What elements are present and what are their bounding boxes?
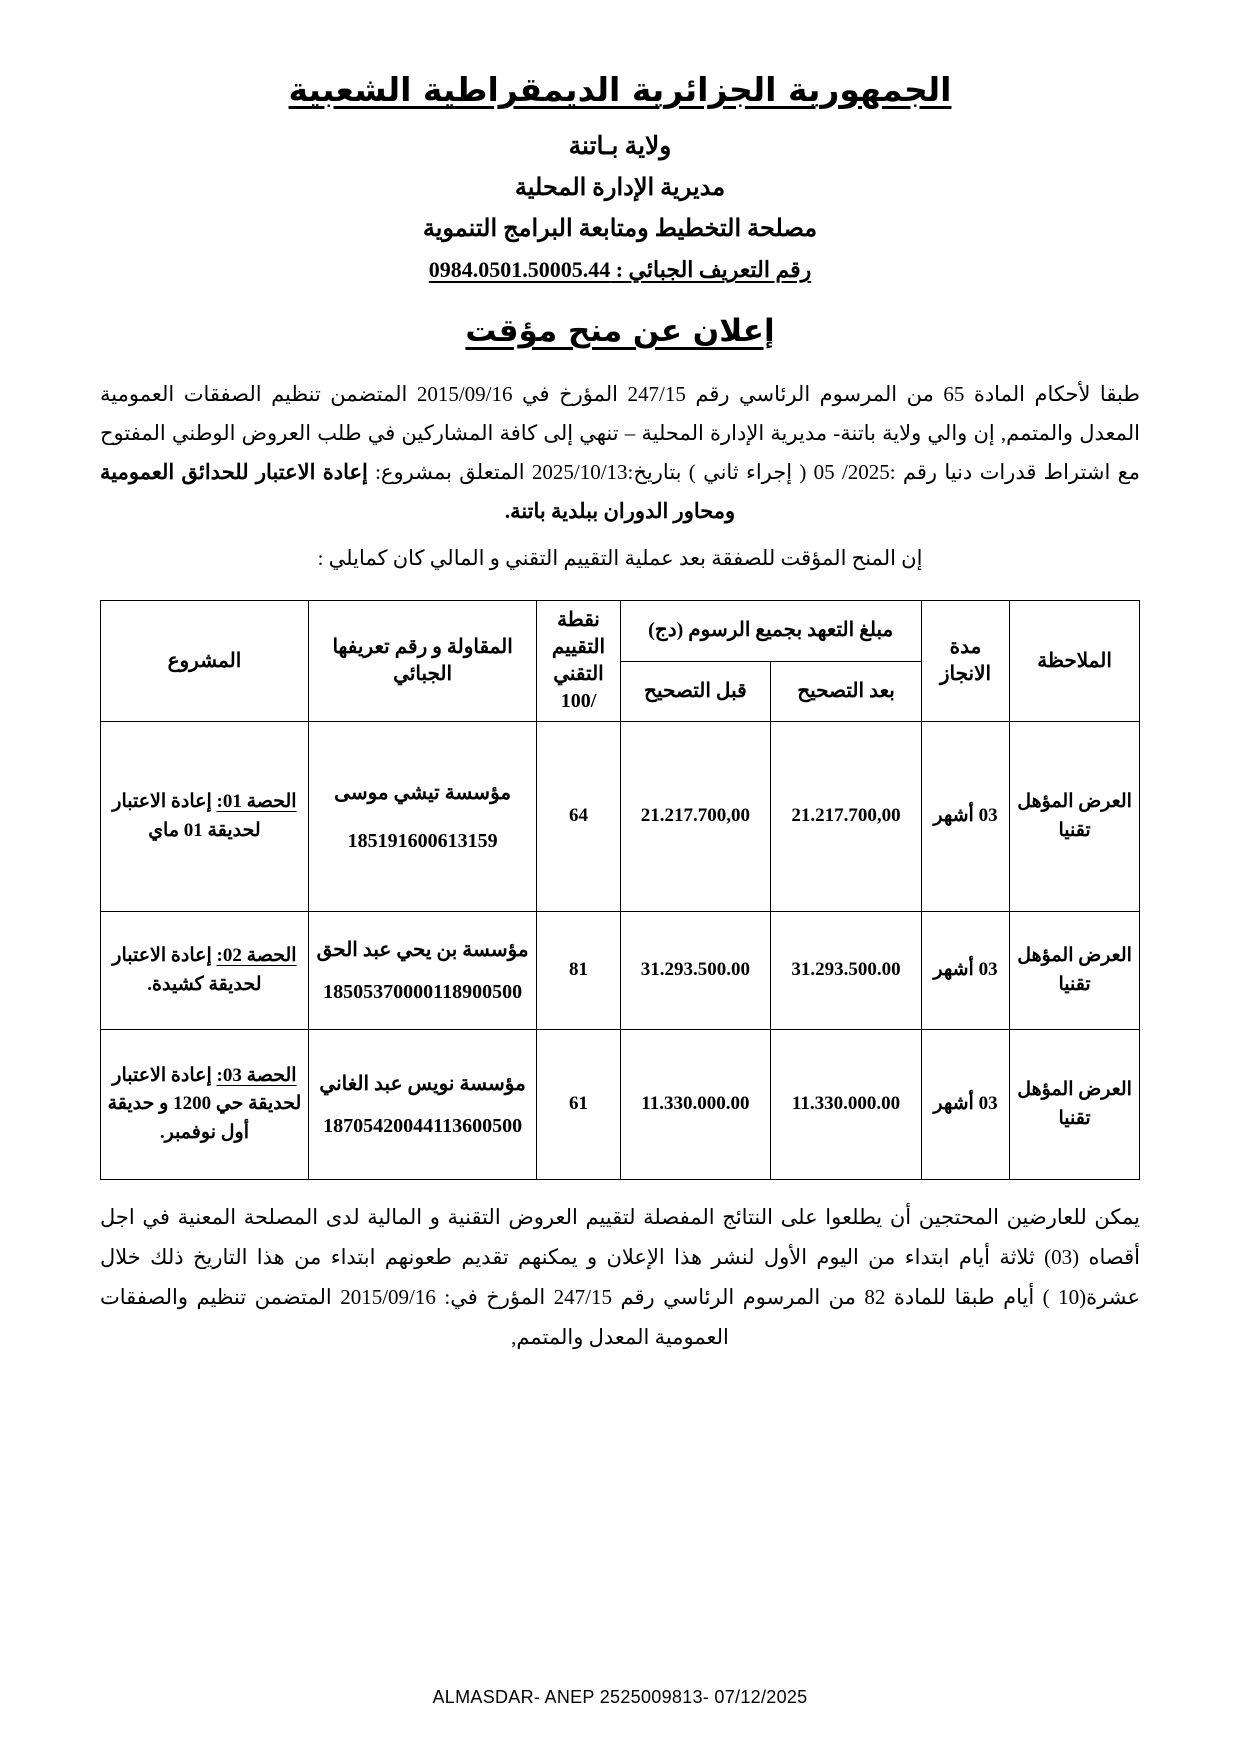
cell-amount-after: 31.293.500.00 [771,912,922,1030]
table-row [101,1030,1140,1180]
cell-duration: 03 أشهر [921,912,1009,1030]
wilaya-heading: ولاية بـاتنة [568,133,672,160]
contractor-name: مؤسسة نويس عبد الغاني [319,1072,526,1095]
contractor-nif: 18505370000118900500 [323,980,523,1003]
contractor-name: مؤسسة بن يحي عبد الحق [316,938,529,961]
cell-remark: العرض المؤهل تقنيا [1010,722,1140,912]
cell-amount-before: 31.293.500.00 [620,912,771,1030]
cell-amount-after: 11.330.000.00 [771,1030,922,1180]
th-contractor: المقاولة و رقم تعريفها الجبائي [308,601,537,722]
lot-label: الحصة 01: [216,791,297,813]
cell-project [101,912,309,1030]
contractor-nif: 18705420044113600500 [323,1114,523,1137]
table-row [101,722,1140,912]
grant-table [100,600,1140,1180]
th-project: المشروع [101,601,309,722]
project-description: إعادة الاعتبار لحديقة كشيدة. [112,945,262,995]
intro-text: طبقا لأحكام المادة 65 من المرسوم الرئاسي رقم 247/15 المؤرخ في 2015/09/16 المتضمن تنظيم الصفقات العمومية المعدل والمتمم, إن والي ولاية باتنة- مديرية الإدارة المحلية – تنهي إلى كافة المشاركين في طلب العروض الوطني المفتوح مع اشتراط قدرات دنيا رقم :2025/ 05 ( إجراء ثاني ) بتاريخ:2025/10/13 المتعلق بمشروع: [100,382,1140,484]
cell-duration: 03 أشهر [921,1030,1009,1180]
appeal-paragraph: يمكن للعارضين المحتجين أن يطلعوا على النتائج المفصلة لتقييم العروض التقنية و المالية لدى المصلحة المعنية في اجل أقصاه (03) ثلاثة أيام ابتداء من اليوم الأول لنشر هذا الإعلان و يمكنهم تقديم طعونهم ابتداء من هذا التاريخ ذلك خلال عشرة(10 ) أيام طبقا للمادة 82 من المرسوم الرئاسي رقم 247/15 المؤرخ في: 2015/09/16 المتضمن تنظيم والصفقات العمومية المعدل والمتمم, [100,1205,1141,1349]
tax-id-line: رقم التعريف الجبائي : 0984.0501.50005.44 [428,257,812,282]
cell-score: 64 [537,722,620,912]
th-amount-after: بعد التصحيح [771,661,922,722]
republic-heading: الجمهورية الجزائرية الديمقراطية الشعبية [288,70,952,109]
cell-amount-after: 21.217.700,00 [771,722,922,912]
cell-duration: 03 أشهر [921,722,1009,912]
contractor-nif: 185191600613159 [347,829,498,852]
lot-label: الحصة 02: [216,945,297,967]
footer-reference: ALMASDAR- ANEP 2525009813- 07/12/2025 [432,1687,808,1707]
cell-amount-before: 21.217.700,00 [620,722,771,912]
th-amount-before: قبل التصحيح [620,661,771,722]
project-description: إعادة الاعتبار لحديقة 01 ماي [112,791,261,841]
th-remark: الملاحظة [1010,601,1140,722]
page-title: إعلان عن منح مؤقت [465,313,775,349]
intro-paragraph [100,375,1140,530]
cell-project [101,722,309,912]
cell-score: 61 [537,1030,620,1180]
table-header-row [101,601,1140,662]
cell-project [101,1030,309,1180]
service-heading: مصلحة التخطيط ومتابعة البرامج التنموية [422,216,818,242]
th-score: نقطة التقييم التقني /100 [537,601,620,722]
intro-project-label: إعادة الاعتبار للحدائق العمومية ومحاور الدوران ببلدية باتنة. [100,459,736,523]
th-amount-group: مبلغ التعهد بجميع الرسوم (دج) [620,601,921,662]
table-row [101,912,1140,1030]
contractor-name: مؤسسة تيشي موسى [334,781,512,804]
cell-contractor [308,912,537,1030]
cell-amount-before: 11.330.000.00 [620,1030,771,1180]
evaluation-note: إن المنح المؤقت للصفقة بعد عملية التقييم التقني و المالي كان كمايلي : [317,546,923,571]
cell-contractor [308,722,537,912]
cell-contractor [308,1030,537,1180]
cell-remark: العرض المؤهل تقنيا [1010,1030,1140,1180]
cell-remark: العرض المؤهل تقنيا [1010,912,1140,1030]
project-description: إعادة الاعتبار لحديقة حي 1200 و حديقة أول نوفمبر. [107,1064,302,1143]
cell-score: 81 [537,912,620,1030]
th-duration: مدة الانجاز [921,601,1009,722]
lot-label: الحصة 03: [216,1064,297,1086]
direction-heading: مديرية الإدارة المحلية [514,175,726,201]
